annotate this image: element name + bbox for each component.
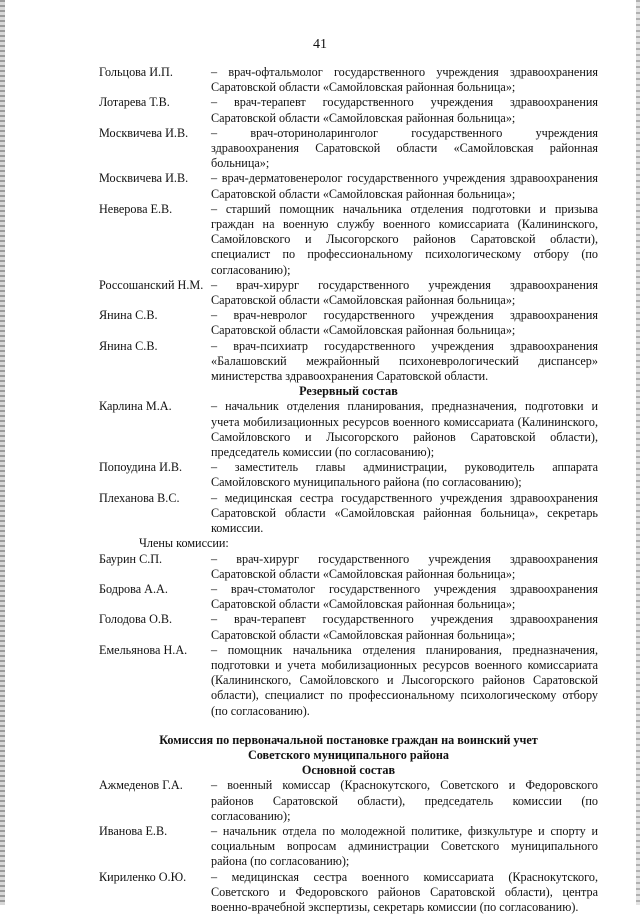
list-item (99, 460, 598, 490)
main-composition-heading: Основной состав (301, 763, 396, 778)
list-item (99, 399, 598, 460)
reserve-commission-member-list (99, 552, 598, 719)
list-item (99, 491, 598, 537)
member-description: – заместитель главы администрации, руководитель аппарата Самойловского муниципального района (по согласованию); (211, 460, 598, 490)
list-item (99, 65, 598, 95)
member-name: Плеханова В.С. (99, 490, 180, 505)
reserve-member-list (99, 399, 598, 536)
member-name: Москвичева И.В. (99, 171, 189, 186)
member-description: – врач-хирург государственного учреждения здравоохранения Саратовской области «Самойловская районная больница»; (211, 551, 598, 581)
member-name: Гольцова И.П. (99, 65, 173, 79)
list-item (99, 612, 598, 642)
member-description: – врач-невролог государственного учреждения здравоохранения Саратовской области «Самойловская районная больница»; (211, 308, 598, 338)
list-item (99, 278, 598, 308)
top-member-list (99, 65, 598, 384)
member-description: – военный комиссар (Краснокутского, Советского и Федоровского районов Саратовской области), председатель комиссии (по согласованию); (211, 778, 598, 823)
main-member-list (99, 778, 598, 915)
member-description: – медицинская сестра государственного учреждения здравоохранения Саратовской области «Самойловская районная больница», секретарь комиссии. (211, 490, 598, 536)
member-description: – помощник начальника отделения планирования, предназначения, подготовки и учета мобилизационных ресурсов военного комиссариата (Калининского, Самойловского и Лысогорского районов Саратовской области), специалист по профессиональному психологическому отбору (по согласованию). (211, 642, 598, 718)
member-name: Голодова О.В. (99, 612, 173, 627)
member-description: – врач-хирург государственного учреждения здравоохранения Саратовской области «Самойловская районная больница»; (211, 277, 598, 308)
document-body (99, 65, 598, 915)
member-name: Иванова Е.В. (99, 823, 168, 838)
member-description: – врач-дерматовенеролог государственного учреждения здравоохранения Саратовской области «Самойловская районная больница»; (211, 171, 598, 201)
member-name: Бодрова А.А. (99, 581, 168, 596)
list-item (99, 126, 598, 172)
commission-heading-line1: Комиссия по первоначальной постановке граждан на воинский учет (159, 732, 538, 747)
member-description: – старший помощник начальника отделения подготовки и призыва граждан на военную службу военного комиссариата (Калининского, Самойловского и Лысогорского районов Саратовской области), специалист по профессиональному психологическому отбору (по согласованию); (211, 201, 598, 277)
list-item (99, 778, 598, 824)
list-item (99, 870, 598, 915)
member-name: Россошанский Н.М. (99, 277, 204, 292)
member-name: Кириленко О.Ю. (99, 869, 187, 884)
scan-edge-left (0, 0, 5, 905)
member-description: – начальник отдела по молодежной политике, физкультуре и спорту и социальным вопросам администрации Советского муниципального района (по согласованию); (211, 823, 598, 869)
commission-heading-line2: Советского муниципального района (247, 747, 450, 762)
member-name: Попоудина И.В. (99, 460, 183, 475)
member-name: Москвичева И.В. (99, 125, 189, 140)
member-description: – врач-терапевт государственного учреждения здравоохранения Саратовской области «Самойловская районная больница»; (211, 95, 598, 125)
list-item (99, 552, 598, 582)
member-description: – врач-стоматолог государственного учреждения здравоохранения Саратовской области «Самойловская районная больница»; (211, 581, 598, 612)
page-number: 41 (313, 37, 327, 52)
reserve-heading: Резервный состав (299, 384, 398, 399)
member-description: – врач-терапевт государственного учреждения здравоохранения Саратовской области «Самойловская районная больница»; (211, 612, 598, 642)
list-item (99, 339, 598, 385)
list-item (99, 171, 598, 201)
list-item (99, 643, 598, 719)
list-item (99, 308, 598, 338)
list-item (99, 95, 598, 125)
scan-edge-right (636, 0, 640, 905)
list-item (99, 582, 598, 612)
member-name: Лотарева Т.В. (99, 95, 170, 110)
member-name: Ажмеденов Г.А. (99, 778, 183, 793)
member-name: Янина С.В. (99, 308, 158, 323)
members-label: Члены комиссии: (139, 536, 229, 551)
member-name: Емельянова Н.А. (99, 642, 188, 657)
member-name: Карлина М.А. (99, 399, 172, 414)
member-description: – начальник отделения планирования, предназначения, подготовки и учета мобилизационных ресурсов военного комиссариата (Калининского, Самойловского и Лысогорского районов Саратовской области), председатель комиссии (по согласованию); (211, 399, 598, 460)
member-description: – врач-офтальмолог государственного учреждения здравоохранения Саратовской области «Самойловская районная больница»; (211, 65, 598, 95)
list-item (99, 202, 598, 278)
member-description: – врач-оториноларинголог государственного учреждения здравоохранения Саратовской области «Самойловская районная больница»; (211, 125, 598, 171)
member-name: Неверова Е.В. (99, 201, 173, 216)
member-name: Баурин С.П. (99, 551, 163, 566)
member-description: – врач-психиатр государственного учреждения здравоохранения «Балашовский межрайонный психоневрологический диспансер» министерства здравоохранения Саратовской области. (211, 338, 598, 384)
member-description: – медицинская сестра военного комиссариата (Краснокутского, Советского и Федоровского районов Саратовской области), центра военно-врачебной экспертизы, секретарь комиссии (по согласованию). (211, 869, 598, 914)
section-gap (99, 719, 598, 733)
list-item (99, 824, 598, 870)
member-name: Янина С.В. (99, 338, 158, 353)
